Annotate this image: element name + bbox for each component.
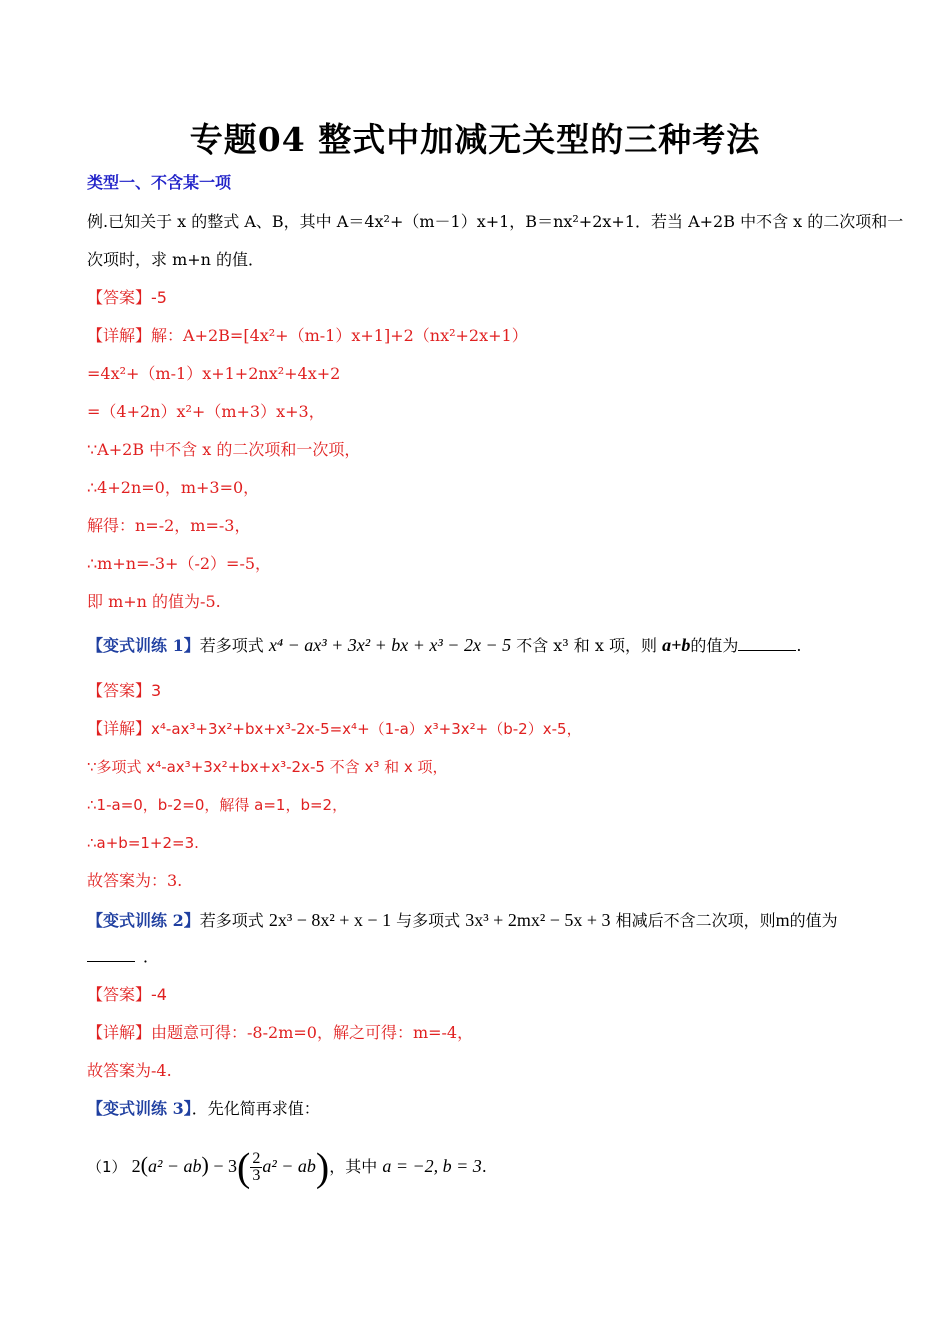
item-coef-b: − 3 <box>208 1156 237 1176</box>
example-detail-5: 解得：n=-2，m=-3， <box>87 516 251 535</box>
training-2-text-b: 与多项式 <box>396 911 461 930</box>
example-line-2: 次项时，求 m+n 的值． <box>87 250 265 269</box>
example-detail-0 <box>87 325 528 347</box>
item-inner-1: a² − ab <box>147 1156 202 1176</box>
training-3-item-1: （1） 2(a² − ab) − 3( $\frac{2}{3}$ a² − ab)，其中 a = −2, b = 3. <box>87 1144 487 1190</box>
training-1-text-a: 若多项式 <box>199 636 264 655</box>
example-detail-6: ∴m+n=-3+（-2）=-5， <box>87 554 272 573</box>
example-detail-2: =（4+2n）x²+（m+3）x+3， <box>87 402 325 421</box>
answer-value: 3 <box>151 681 162 700</box>
fraction <box>250 1151 262 1184</box>
training-2-question <box>87 909 838 932</box>
item-number: （1） <box>87 1158 127 1176</box>
training-2-label: 【变式训练 2】 <box>87 911 200 930</box>
example-detail-1: =4x²+（m-1）x+1+2nx²+4x+2 <box>87 364 341 383</box>
detail-text: x⁴-ax³+3x²+bx+x³-2x-5=x⁴+（1-a）x³+3x²+（b-2）x-5， <box>151 720 582 738</box>
example-detail-3: ∵A+2B 中不含 x 的二次项和一次项， <box>87 440 361 459</box>
example-answer <box>87 287 167 309</box>
training-1-detail-3: ∴a+b=1+2=3. <box>87 834 199 852</box>
training-1-answer <box>87 680 161 702</box>
training-1-label: 【变式训练 1】 <box>87 636 200 655</box>
example-detail-7: 即 m+n 的值为-5. <box>87 592 221 611</box>
training-1-text-c: 的值为 <box>690 636 739 655</box>
example-detail-4: ∴4+2n=0，m+3=0， <box>87 478 260 497</box>
detail-label: 【详解】 <box>87 326 152 345</box>
fraction-numerator: 2 <box>252 1150 261 1167</box>
training-1-detail-0 <box>87 718 582 740</box>
training-2-answer <box>87 984 167 1006</box>
training-1-detail-2: ∴1-a=0，b-2=0，解得 a=1，b=2， <box>87 796 348 814</box>
training-2-m: m <box>775 910 790 930</box>
training-2-expression-1: 2x³ − 8x² + x − 1 <box>268 910 392 930</box>
item-coef-a: 2 <box>131 1156 141 1176</box>
answer-label: 【答案】 <box>87 985 152 1004</box>
training-2-text-a: 若多项式 <box>199 911 264 930</box>
answer-blank <box>87 947 135 962</box>
training-3-label: 【变式训练 3】 <box>87 1099 192 1118</box>
training-2-detail-1: 故答案为-4. <box>87 1061 172 1080</box>
fraction-denominator: 3 <box>252 1167 261 1184</box>
training-1-question: 【变式训练 1】若多项式 x⁴ − ax³ + 3x² + bx + x³ − 2x − 5 不含 x³ 和 x 项，则 a+b的值为 . <box>87 635 802 655</box>
training-2-text-c: 相减后不含二次项，则 <box>615 911 776 930</box>
training-2-detail-0 <box>87 1022 473 1044</box>
training-2-expression-2: 3x³ + 2mx² − 5x + 3 <box>465 910 611 930</box>
detail-label: 【详解】 <box>87 1023 152 1042</box>
training-3-text: ．先化简再求值： <box>191 1099 320 1118</box>
training-2-dot: ． <box>143 947 160 966</box>
training-1-detail-4: 故答案为：3. <box>87 871 183 890</box>
item-values: a = −2, b = 3 <box>382 1156 482 1176</box>
answer-value: -5 <box>151 288 167 307</box>
training-1-ab: a+b <box>662 635 691 655</box>
answer-blank <box>738 636 796 651</box>
training-2-blank-line <box>87 946 159 968</box>
item-where: ，其中 <box>329 1157 378 1176</box>
example-line-1 <box>87 211 903 233</box>
training-3-question <box>87 1098 320 1120</box>
item-inner-2: a² − ab <box>262 1156 316 1176</box>
item-end: . <box>481 1157 487 1176</box>
answer-label: 【答案】 <box>87 288 152 307</box>
training-1-expression: x⁴ − ax³ + 3x² + bx + x³ − 2x − 5 <box>268 635 512 655</box>
detail-text: 由题意可得：-8-2m=0，解之可得：m=-4， <box>151 1023 474 1042</box>
answer-label: 【答案】 <box>87 681 152 700</box>
detail-label: 【详解】 <box>87 719 152 738</box>
training-1-text-b: 不含 x³ 和 x 项，则 <box>516 636 657 655</box>
detail-text: 解：A+2B=[4x²+（m-1）x+1]+2（nx²+2x+1） <box>151 326 528 345</box>
page-title: 专题04 整式中加减无关型的三种考法 <box>189 120 761 159</box>
training-2-text-d: 的值为 <box>789 911 838 930</box>
training-1-detail-1: ∵多项式 x⁴-ax³+3x²+bx+x³-2x-5 不含 x³ 和 x 项， <box>87 758 448 776</box>
section-heading: 类型一、不含某一项 <box>87 173 232 192</box>
answer-value: -4 <box>151 985 167 1004</box>
example-text-1: 例.已知关于 x 的整式 A、B，其中 A＝4x²+（m－1）x+1，B＝nx²+2x+1．若当 A+2B 中不含 x 的二次项和一 <box>87 212 904 231</box>
